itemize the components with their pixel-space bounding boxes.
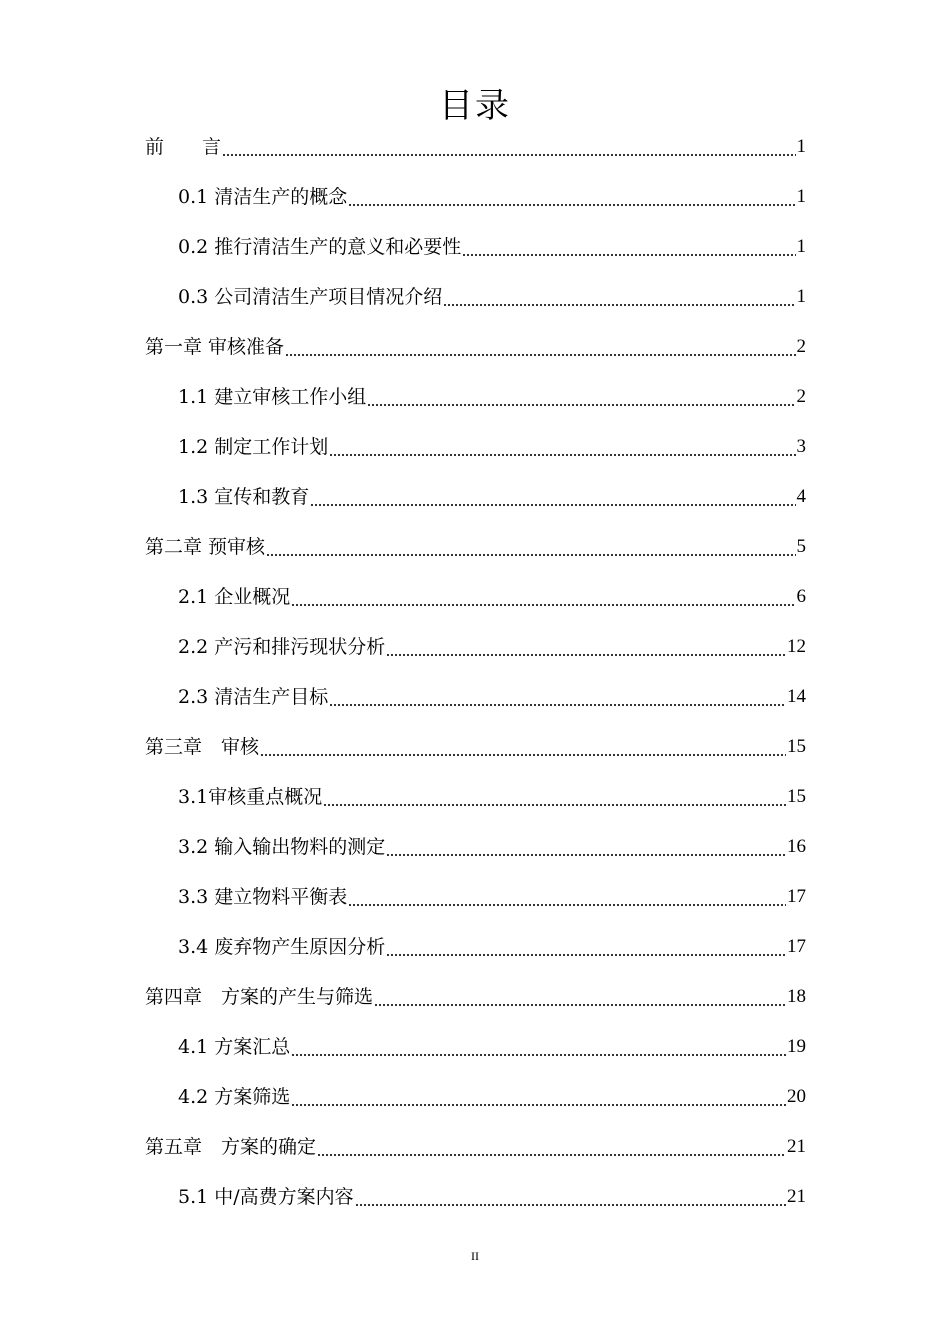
toc-entry[interactable] xyxy=(145,730,806,760)
toc-entry-page: 21 xyxy=(787,1186,806,1207)
toc-leader-dots xyxy=(222,134,795,160)
toc-leader-dots xyxy=(374,984,786,1010)
toc-entry-page: 6 xyxy=(796,586,806,607)
toc-entry[interactable] xyxy=(178,830,806,860)
toc-entry[interactable] xyxy=(178,880,806,910)
toc-entry-page: 1 xyxy=(796,236,806,257)
toc-entry[interactable] xyxy=(145,530,806,560)
toc-leader-dots xyxy=(367,384,795,410)
toc-entry-label: 3.2 输入输出物料的测定 xyxy=(178,836,386,858)
toc-entry-page: 15 xyxy=(787,736,806,757)
toc-entry-label: 第五章 方案的确定 xyxy=(145,1136,317,1158)
toc-leader-dots xyxy=(329,434,795,460)
toc-entry-label: 0.3 公司清洁生产项目情况介绍 xyxy=(178,286,443,308)
toc-leader-dots xyxy=(260,734,786,760)
toc-leader-dots xyxy=(386,934,786,960)
footer-page-number: II xyxy=(471,1249,479,1263)
toc-entry-label: 3.3 建立物料平衡表 xyxy=(178,886,348,908)
toc-entry[interactable] xyxy=(178,780,806,810)
toc-entry-page: 14 xyxy=(787,686,806,707)
toc-entry-page: 2 xyxy=(796,336,806,357)
toc-entry-page: 19 xyxy=(787,1036,806,1057)
toc-entry-page: 12 xyxy=(787,636,806,657)
toc-entry-page: 15 xyxy=(787,786,806,807)
toc-entry-label: 第二章 预审核 xyxy=(145,536,266,558)
toc-entry-label: 4.2 方案筛选 xyxy=(178,1086,291,1108)
toc-entry-page: 3 xyxy=(796,436,806,457)
toc-entry[interactable] xyxy=(178,680,806,710)
toc-entry[interactable] xyxy=(178,380,806,410)
toc-leader-dots xyxy=(285,334,795,360)
toc-entry-page: 16 xyxy=(787,836,806,857)
toc-entry-label: 前 言 xyxy=(145,136,222,158)
page-title: 目录 xyxy=(439,86,511,126)
toc-leader-dots xyxy=(291,584,795,610)
toc-leader-dots xyxy=(348,884,786,910)
toc-entry[interactable] xyxy=(178,280,806,310)
toc-entry[interactable] xyxy=(178,430,806,460)
toc-entry[interactable] xyxy=(178,480,806,510)
toc-entry-page: 21 xyxy=(787,1136,806,1157)
toc-entry-label: 1.2 制定工作计划 xyxy=(178,436,329,458)
toc-entry[interactable] xyxy=(178,630,806,660)
toc-entry[interactable] xyxy=(178,230,806,260)
toc-leader-dots xyxy=(291,1034,786,1060)
toc-entry[interactable] xyxy=(145,1130,806,1160)
toc-entry[interactable] xyxy=(178,580,806,610)
toc-leader-dots xyxy=(443,284,795,310)
toc-entry-page: 18 xyxy=(787,986,806,1007)
toc-entry-page: 2 xyxy=(796,386,806,407)
toc-leader-dots xyxy=(317,1134,786,1160)
toc-entry[interactable] xyxy=(145,980,806,1010)
toc-entry-label: 0.2 推行清洁生产的意义和必要性 xyxy=(178,236,462,258)
toc-entry-page: 17 xyxy=(787,936,806,957)
toc-entry-label: 3.4 废弃物产生原因分析 xyxy=(178,936,386,958)
toc-entry-label: 5.1 中/高费方案内容 xyxy=(178,1186,354,1208)
toc-entry-page: 1 xyxy=(796,136,806,157)
toc-entry[interactable] xyxy=(178,180,806,210)
table-of-contents xyxy=(0,130,950,1230)
toc-leader-dots xyxy=(386,834,786,860)
toc-entry-label: 2.1 企业概况 xyxy=(178,586,291,608)
toc-entry-label: 1.3 宣传和教育 xyxy=(178,486,310,508)
toc-entry-label: 4.1 方案汇总 xyxy=(178,1036,291,1058)
toc-leader-dots xyxy=(329,684,786,710)
toc-entry[interactable] xyxy=(145,330,806,360)
toc-entry-label: 2.2 产污和排污现状分析 xyxy=(178,636,386,658)
toc-entry-page: 20 xyxy=(787,1086,806,1107)
toc-entry-page: 1 xyxy=(796,286,806,307)
toc-leader-dots xyxy=(462,234,795,260)
toc-leader-dots xyxy=(386,634,786,660)
toc-entry-page: 5 xyxy=(796,536,806,557)
toc-leader-dots xyxy=(310,484,795,510)
toc-entry-label: 第四章 方案的产生与筛选 xyxy=(145,986,374,1008)
toc-entry[interactable] xyxy=(178,1080,806,1110)
toc-leader-dots xyxy=(266,534,795,560)
toc-entry-page: 1 xyxy=(796,186,806,207)
toc-entry[interactable] xyxy=(178,1030,806,1060)
toc-entry-label: 1.1 建立审核工作小组 xyxy=(178,386,367,408)
toc-leader-dots xyxy=(291,1084,786,1110)
toc-entry-page: 17 xyxy=(787,886,806,907)
toc-entry-label: 0.1 清洁生产的概念 xyxy=(178,186,348,208)
toc-entry[interactable] xyxy=(145,130,806,160)
toc-leader-dots xyxy=(323,784,786,810)
toc-entry-label: 2.3 清洁生产目标 xyxy=(178,686,329,708)
toc-entry-label: 第三章 审核 xyxy=(145,736,260,758)
toc-leader-dots xyxy=(348,184,795,210)
toc-entry-label: 第一章 审核准备 xyxy=(145,336,285,358)
toc-entry-label: 3.1审核重点概况 xyxy=(178,786,323,808)
toc-entry-page: 4 xyxy=(796,486,806,507)
toc-leader-dots xyxy=(355,1184,786,1210)
toc-entry[interactable] xyxy=(178,930,806,960)
toc-entry[interactable] xyxy=(178,1180,806,1210)
